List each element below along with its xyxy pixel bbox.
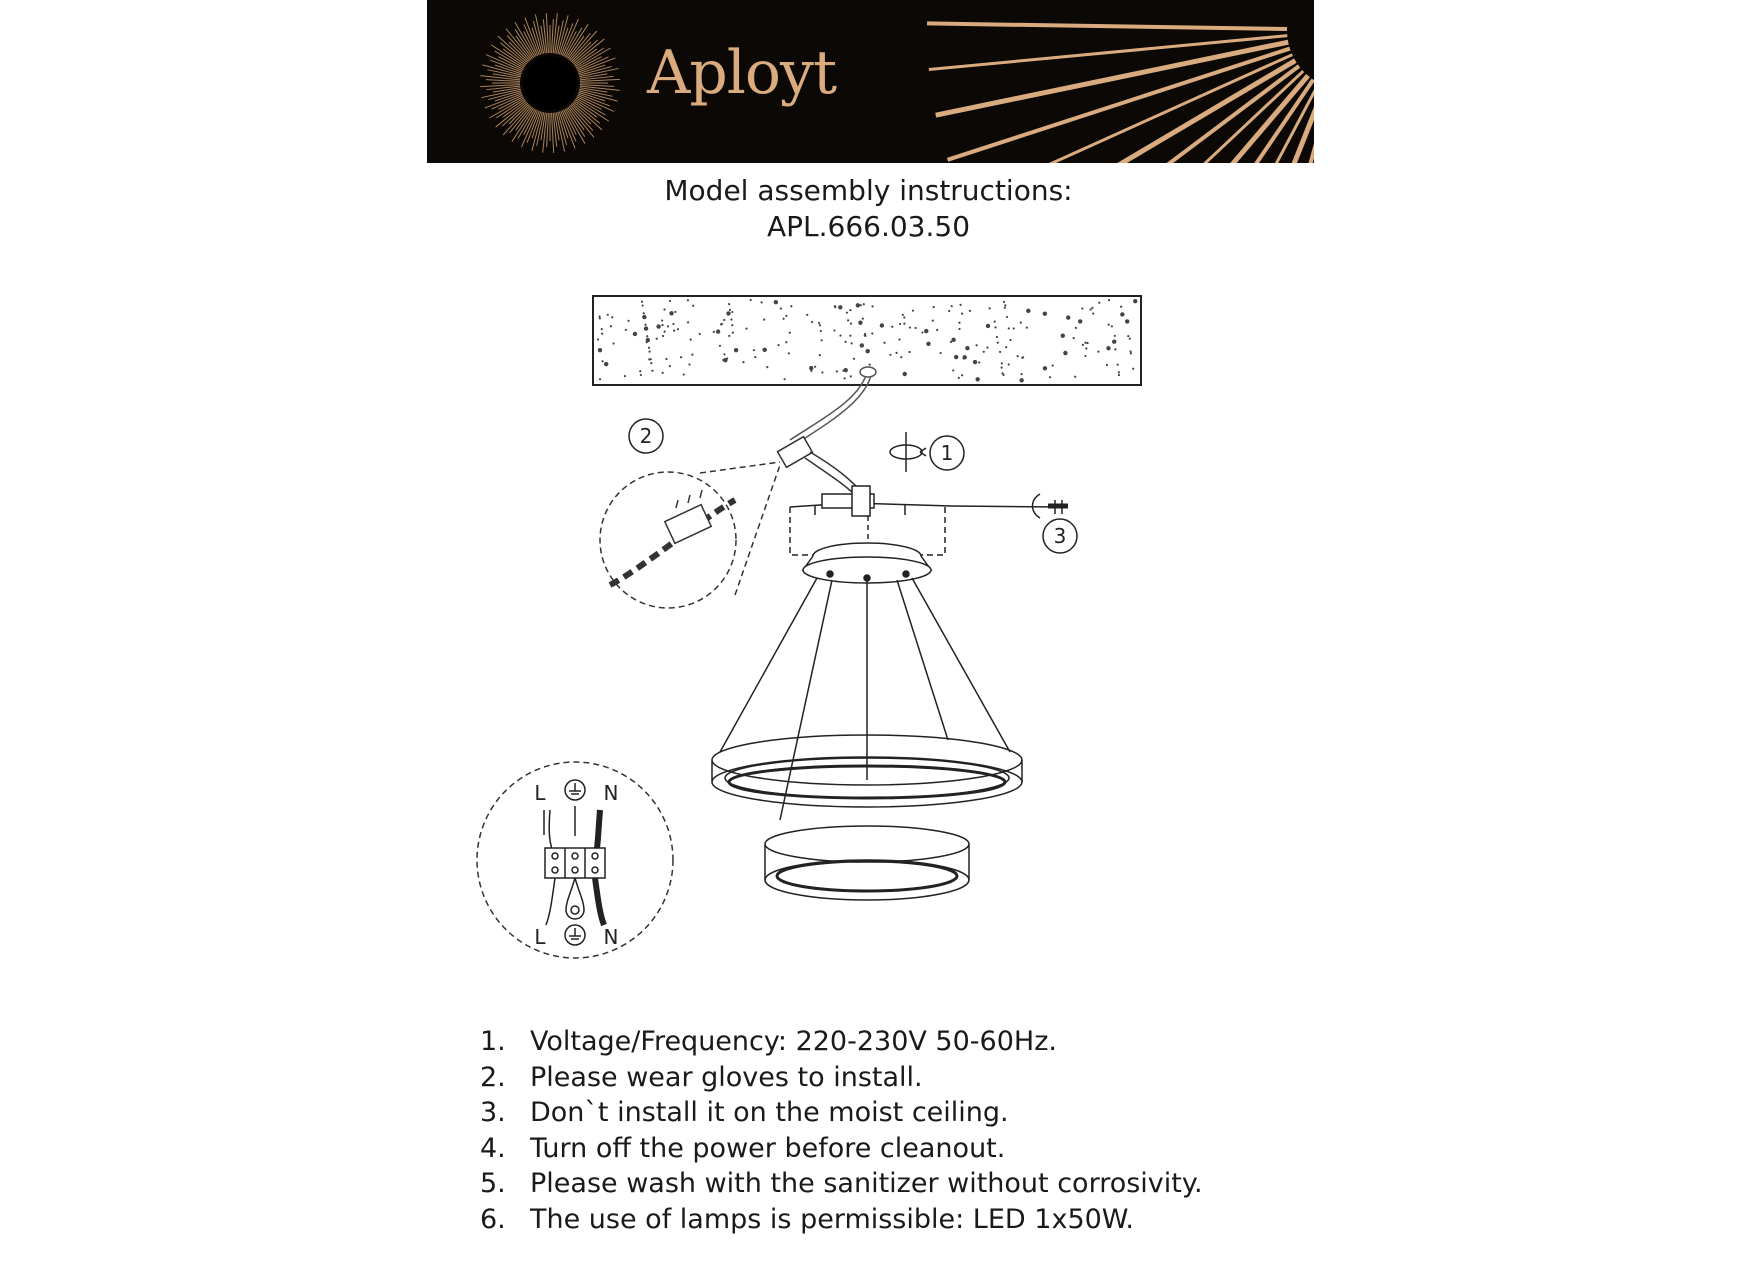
rotation-indicator bbox=[890, 432, 926, 472]
canopy bbox=[803, 543, 931, 583]
callout-2-label: 2 bbox=[639, 424, 653, 448]
callout-3 bbox=[1043, 519, 1077, 553]
list-item bbox=[480, 1166, 1203, 1202]
callout-1-label: 1 bbox=[940, 441, 954, 465]
note-number: 3. bbox=[480, 1097, 506, 1128]
note-number: 4. bbox=[480, 1132, 506, 1164]
terminal-block bbox=[778, 437, 860, 495]
list-item bbox=[480, 1202, 1203, 1238]
list-item bbox=[480, 1024, 1203, 1060]
wiring-label-top-n: N bbox=[603, 781, 619, 805]
callout-1 bbox=[930, 436, 964, 470]
page-title: Model assembly instructions: bbox=[664, 174, 1073, 207]
note-text: Don`t install it on the moist ceiling. bbox=[530, 1097, 1009, 1128]
note-number: 2. bbox=[480, 1061, 506, 1093]
list-item bbox=[480, 1131, 1203, 1167]
note-text: Turn off the power before cleanout. bbox=[530, 1132, 1006, 1164]
lower-ring bbox=[765, 826, 969, 900]
wiring-label-top-l: L bbox=[534, 781, 546, 805]
note-text: Voltage/Frequency: 220-230V 50-60Hz. bbox=[530, 1026, 1057, 1057]
wiring-label-bottom-l: L bbox=[534, 925, 546, 949]
suspension-cables bbox=[720, 578, 1010, 820]
brand-logo-text: Aployt bbox=[647, 38, 837, 108]
callout-2 bbox=[629, 419, 663, 453]
note-number: 1. bbox=[480, 1026, 506, 1057]
callout-3-label: 3 bbox=[1053, 524, 1067, 548]
screw bbox=[952, 494, 1068, 518]
note-number: 6. bbox=[480, 1203, 506, 1235]
wiring-detail bbox=[477, 762, 673, 958]
connector-detail bbox=[600, 462, 780, 608]
wiring-label-bottom-n: N bbox=[603, 925, 619, 949]
note-text: The use of lamps is permissible: LED 1x50W. bbox=[530, 1203, 1134, 1235]
model-number: APL.666.03.50 bbox=[766, 210, 971, 243]
list-item bbox=[480, 1095, 1203, 1131]
note-number: 5. bbox=[480, 1168, 506, 1199]
instruction-notes bbox=[480, 1024, 1203, 1237]
list-item bbox=[480, 1060, 1203, 1096]
note-text: Please wash with the sanitizer without corrosivity. bbox=[530, 1168, 1203, 1199]
note-text: Please wear gloves to install. bbox=[530, 1061, 923, 1093]
